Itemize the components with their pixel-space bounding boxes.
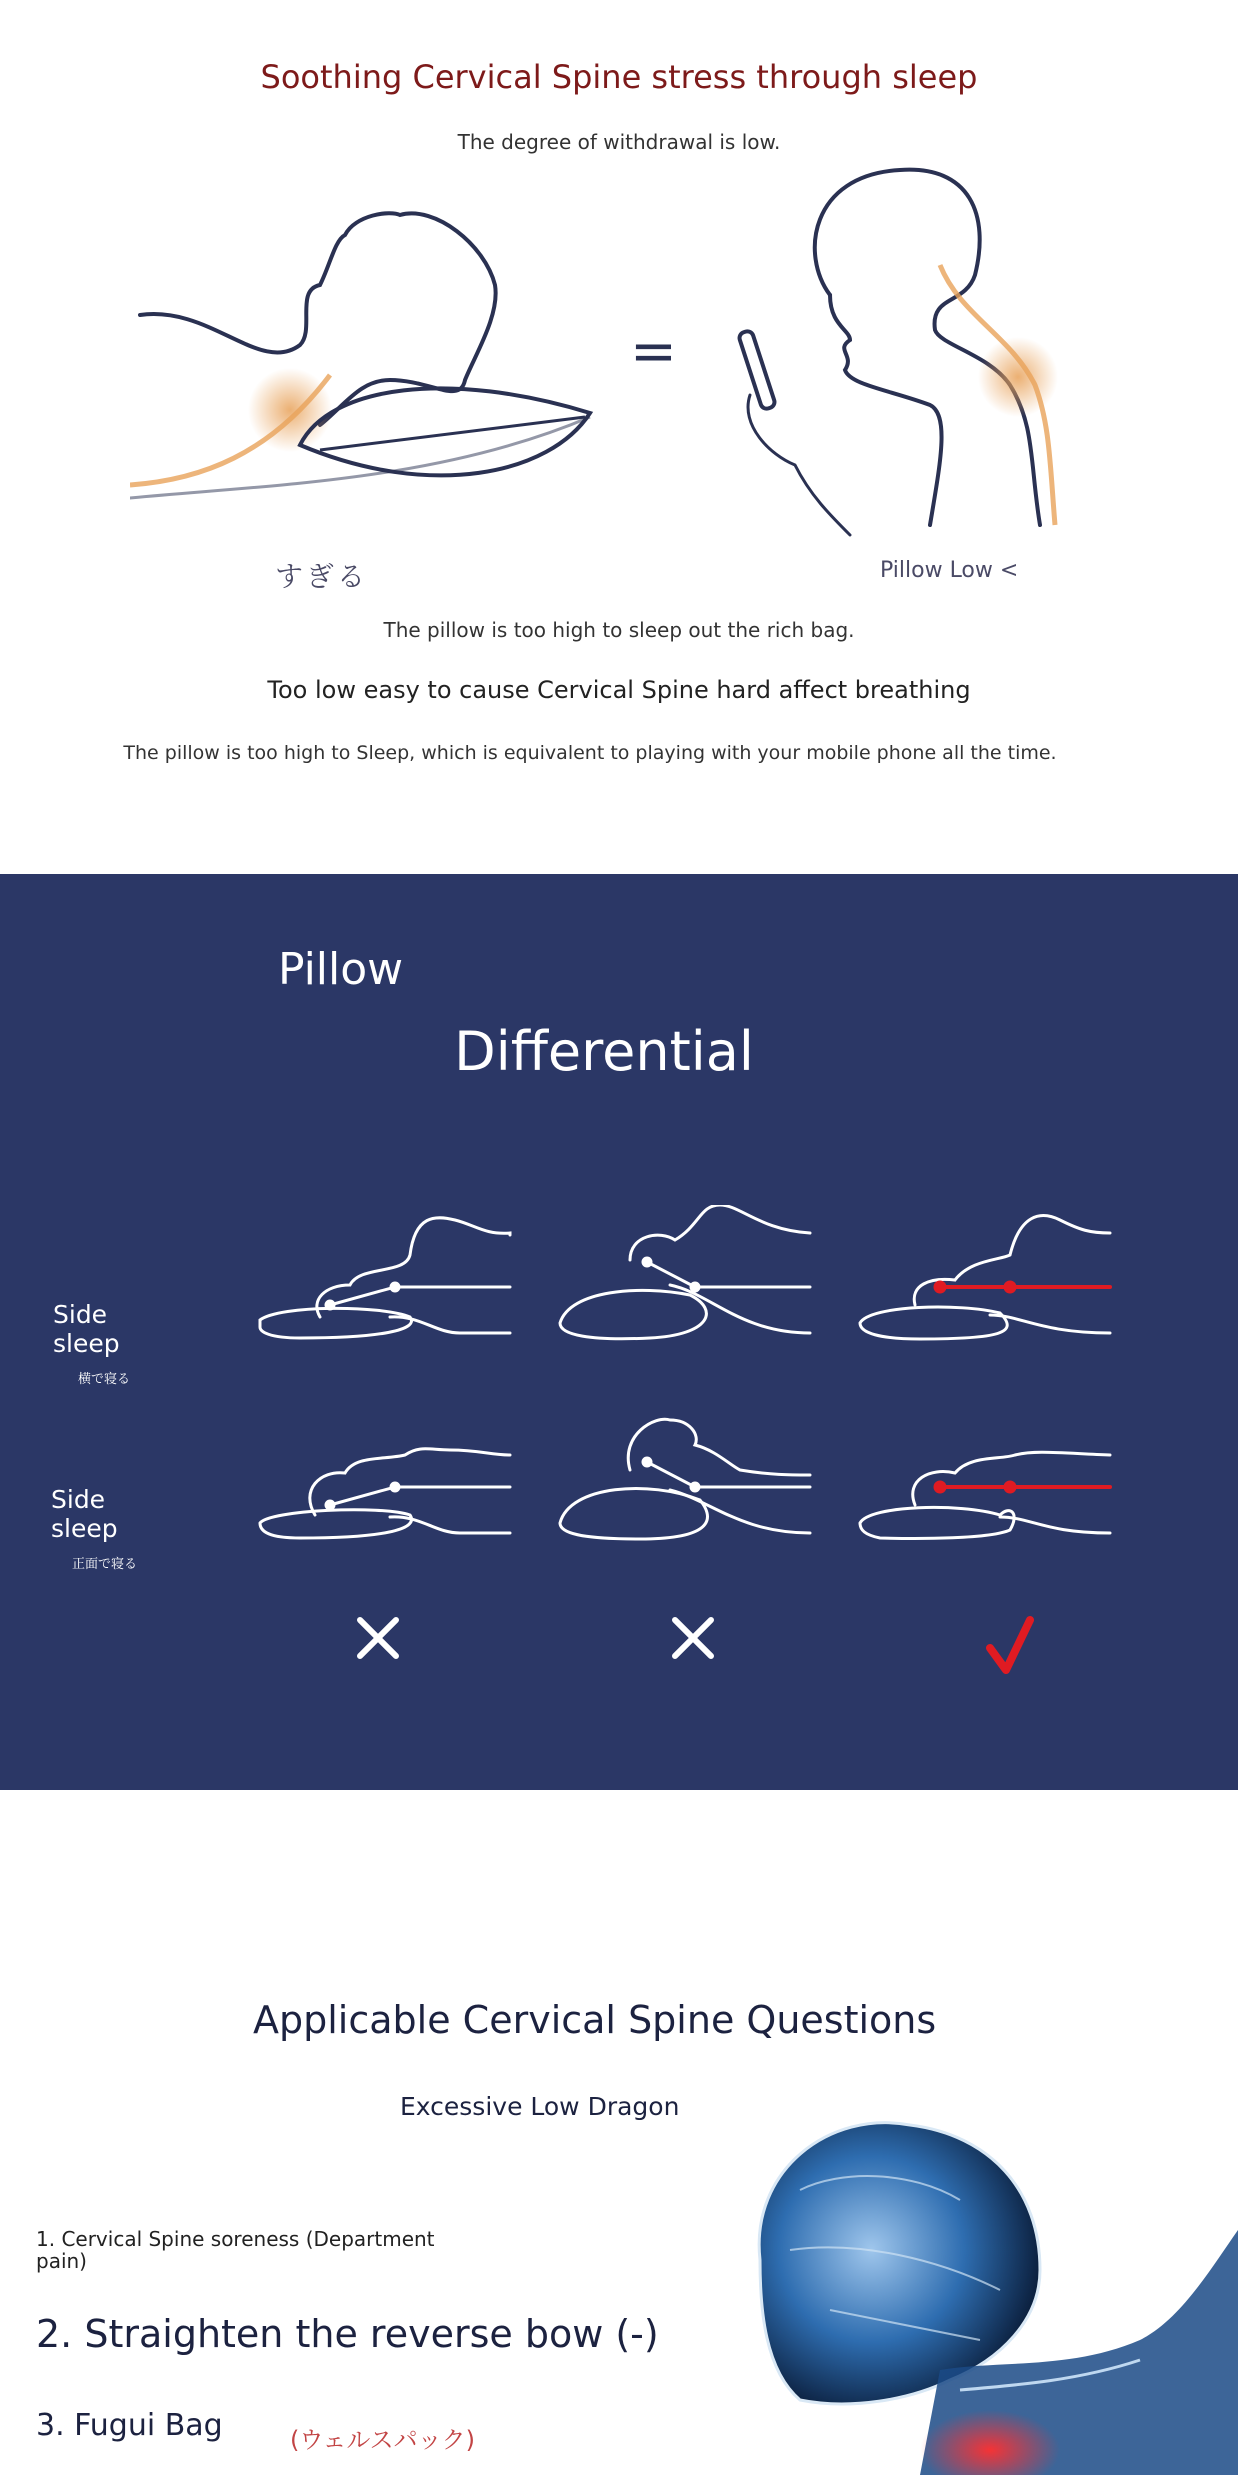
pain-glow-left: [248, 368, 332, 452]
description-line-3: The pillow is too high to Sleep, which is equivalent to playing with your mobile phone all the time.: [123, 742, 1057, 764]
page-title: Soothing Cervical Spine stress through sleep: [260, 58, 978, 96]
wrong-mark-icon: [675, 1620, 711, 1656]
diagram-side-low: [260, 1218, 510, 1338]
check-mark-icon: [990, 1620, 1030, 1670]
neck-posture-illustration: [130, 155, 1110, 545]
question-item-3: 3. Fugui Bag: [36, 2408, 223, 2443]
comparison-heading-2: Differential: [454, 1020, 754, 1083]
row-label-line: Side: [53, 1300, 108, 1329]
row-label-line: sleep: [51, 1514, 118, 1543]
diagram-side-high: [560, 1205, 810, 1339]
row-label-line: Side: [51, 1485, 106, 1514]
comparison-heading-1: Pillow: [278, 944, 404, 995]
description-line-1: The pillow is too high to sleep out the rich bag.: [383, 618, 855, 642]
page-subtitle: The degree of withdrawal is low.: [457, 130, 781, 154]
caption-pillow-low: Pillow Low <: [880, 558, 1019, 583]
wrong-mark-icon: [360, 1620, 396, 1656]
description-line-2: Too low easy to cause Cervical Spine hard affect breathing: [267, 676, 971, 704]
row-sublabel: 横で寝る: [78, 1372, 131, 1387]
question-item-1: 1. Cervical Spine soreness (Department pain): [36, 2227, 435, 2273]
diagram-side-correct: [860, 1216, 1110, 1339]
row-label-side-sleep: [53, 1300, 120, 1358]
pillow-height-diagrams: [250, 1205, 1130, 1565]
diagram-back-correct: [860, 1452, 1110, 1538]
diagram-back-high: [560, 1419, 810, 1539]
row-label-line: sleep: [53, 1329, 120, 1358]
questions-title: Applicable Cervical Spine Questions: [253, 1998, 937, 2042]
equals-sign: =: [630, 319, 677, 384]
pain-glow-right: [978, 337, 1058, 417]
question-item-2: 2. Straighten the reverse bow (-): [36, 2312, 659, 2356]
caption-too-high: すぎる: [275, 560, 369, 593]
row-label-back-sleep: [51, 1485, 118, 1543]
questions-subtitle: Excessive Low Dragon: [400, 2092, 680, 2121]
spine-xray-image: [740, 2110, 1238, 2475]
verdict-marks: [330, 1600, 1090, 1690]
row-sublabel: 正面で寝る: [72, 1557, 138, 1572]
question-item-3-note: (ウェルスパック): [290, 2426, 476, 2454]
diagram-back-low: [260, 1449, 510, 1538]
